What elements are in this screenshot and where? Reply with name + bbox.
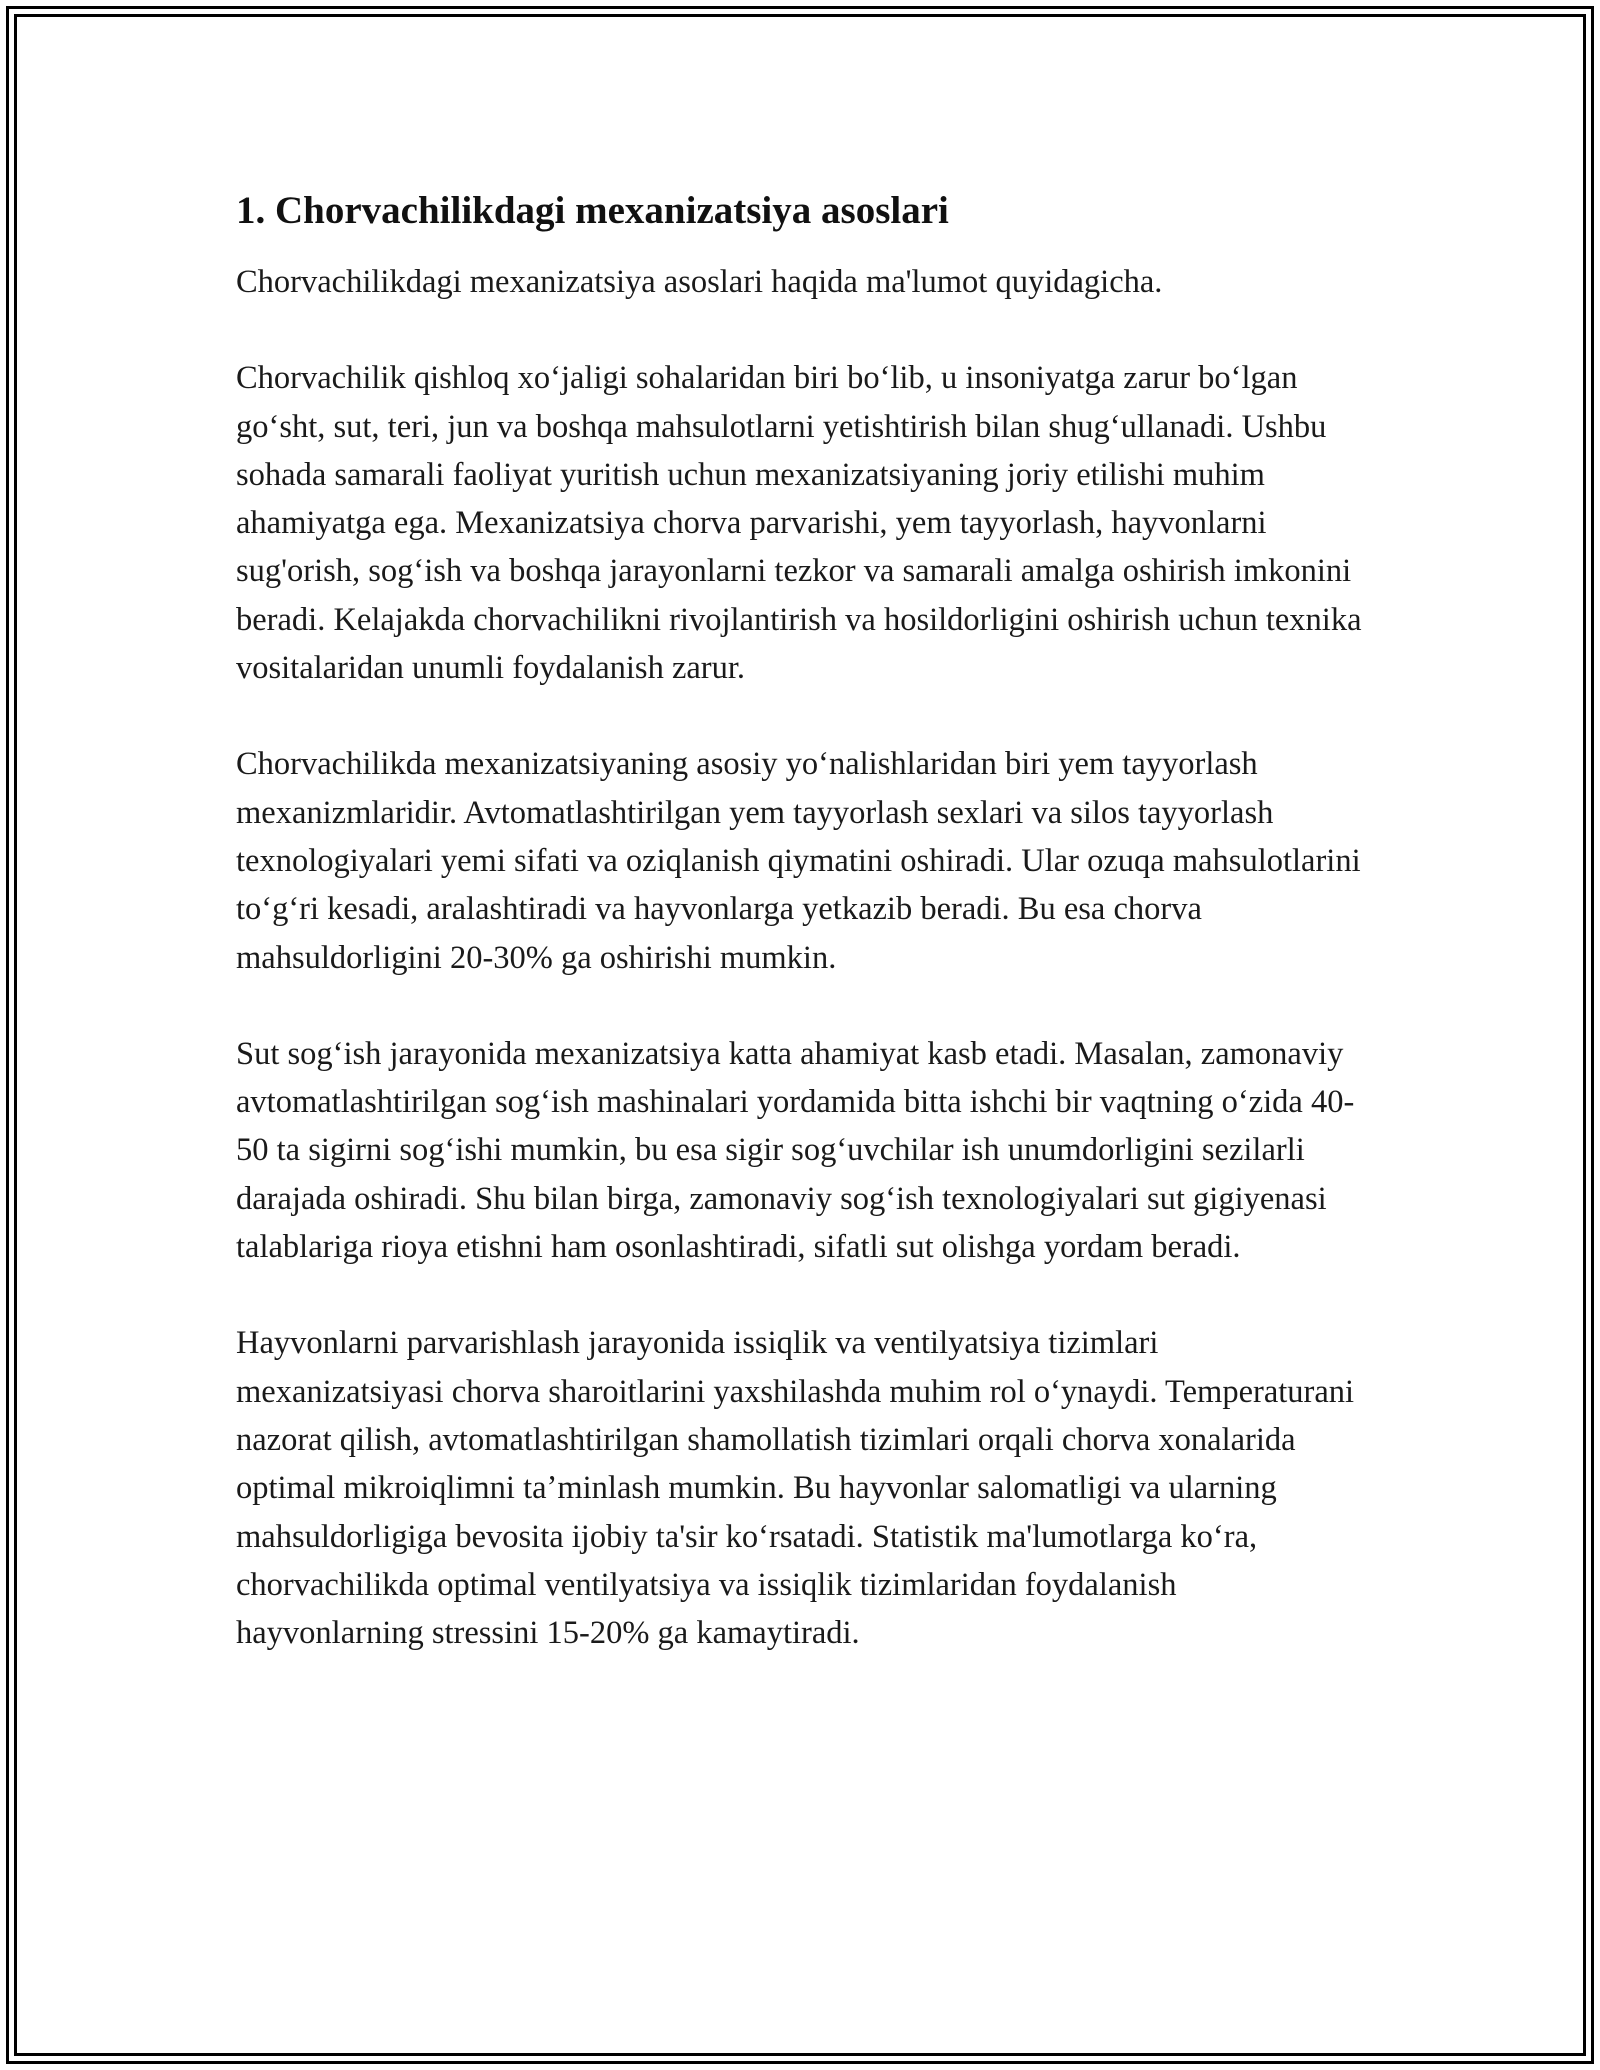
document-body xyxy=(236,186,1366,1705)
paragraph-milking: Sut sogʻish jarayonida mexanizatsiya katta ahamiyat kasb etadi. Masalan, zamonaviy avtomatlashtirilgan sogʻish mashinalari yordamida bitta ishchi bir vaqtning oʻzida 40-50 ta sigirni sogʻishi mumkin, bu esa sigir sogʻuvchilar ish unumdorligini sezilarli darajada oshiradi. Shu bilan birga, zamonaviy sogʻish texnologiyalari sut gigiyenasi talablariga rioya etishni ham osonlashtiradi, sifatli sut olishga yordam beradi. xyxy=(236,1035,1355,1266)
paragraph-feed-preparation: Chorvachilikda mexanizatsiyaning asosiy yoʻnalishlaridan biri yem tayyorlash mexanizmlaridir. Avtomatlashtirilgan yem tayyorlash sexlari va silos tayyorlash texnologiyalari yemi sifati va oziqlanish qiymatini oshiradi. Ular ozuqa mahsulotlarini toʻgʻri kesadi, aralashtiradi va hayvonlarga yetkazib beradi. Bu esa chorva mahsuldorligini 20-30% ga oshirishi mumkin. xyxy=(236,746,1361,976)
paragraph-intro: Chorvachilikdagi mexanizatsiya asoslari haqida ma'lumot quyidagicha. xyxy=(236,264,1163,300)
section-heading: 1. Chorvachilikdagi mexanizatsiya asoslari xyxy=(236,189,949,232)
paragraph-ventilation: Hayvonlarni parvarishlash jarayonida issiqlik va ventilyatsiya tizimlari mexanizatsiyasi chorva sharoitlarini yaxshilashda muhim rol oʻynaydi. Temperaturani nazorat qilish, avtomatlashtirilgan shamollatish tizimlari orqali chorva xonalarida optimal mikroiqlimni taʼminlash mumkin. Bu hayvonlar salomatligi va ularning mahsuldorligiga bevosita ijobiy ta'sir koʻrsatadi. Statistik ma'lumotlarga koʻra, chorvachilikda optimal ventilyatsiya va issiqlik tizimlaridan foydalanish hayvonlarning stressini 15-20% ga kamaytiradi. xyxy=(236,1325,1355,1652)
paragraph-livestock-overview: Chorvachilik qishloq xoʻjaligi sohalaridan biri boʻlib, u insoniyatga zarur boʻlgan goʻsht, sut, teri, jun va boshqa mahsulotlarni yetishtirish bilan shugʻullanadi. Ushbu sohada samarali faoliyat yuritish uchun mexanizatsiyaning joriy etilishi muhim ahamiyatga ega. Mexanizatsiya chorva parvarishi, yem tayyorlash, hayvonlarni sug'orish, sogʻish va boshqa jarayonlarni tezkor va samarali amalga oshirish imkonini beradi. Kelajakda chorvachilikni rivojlantirish va hosildorligini oshirish uchun texnika vositalaridan unumli foydalanish zarur. xyxy=(236,360,1362,687)
